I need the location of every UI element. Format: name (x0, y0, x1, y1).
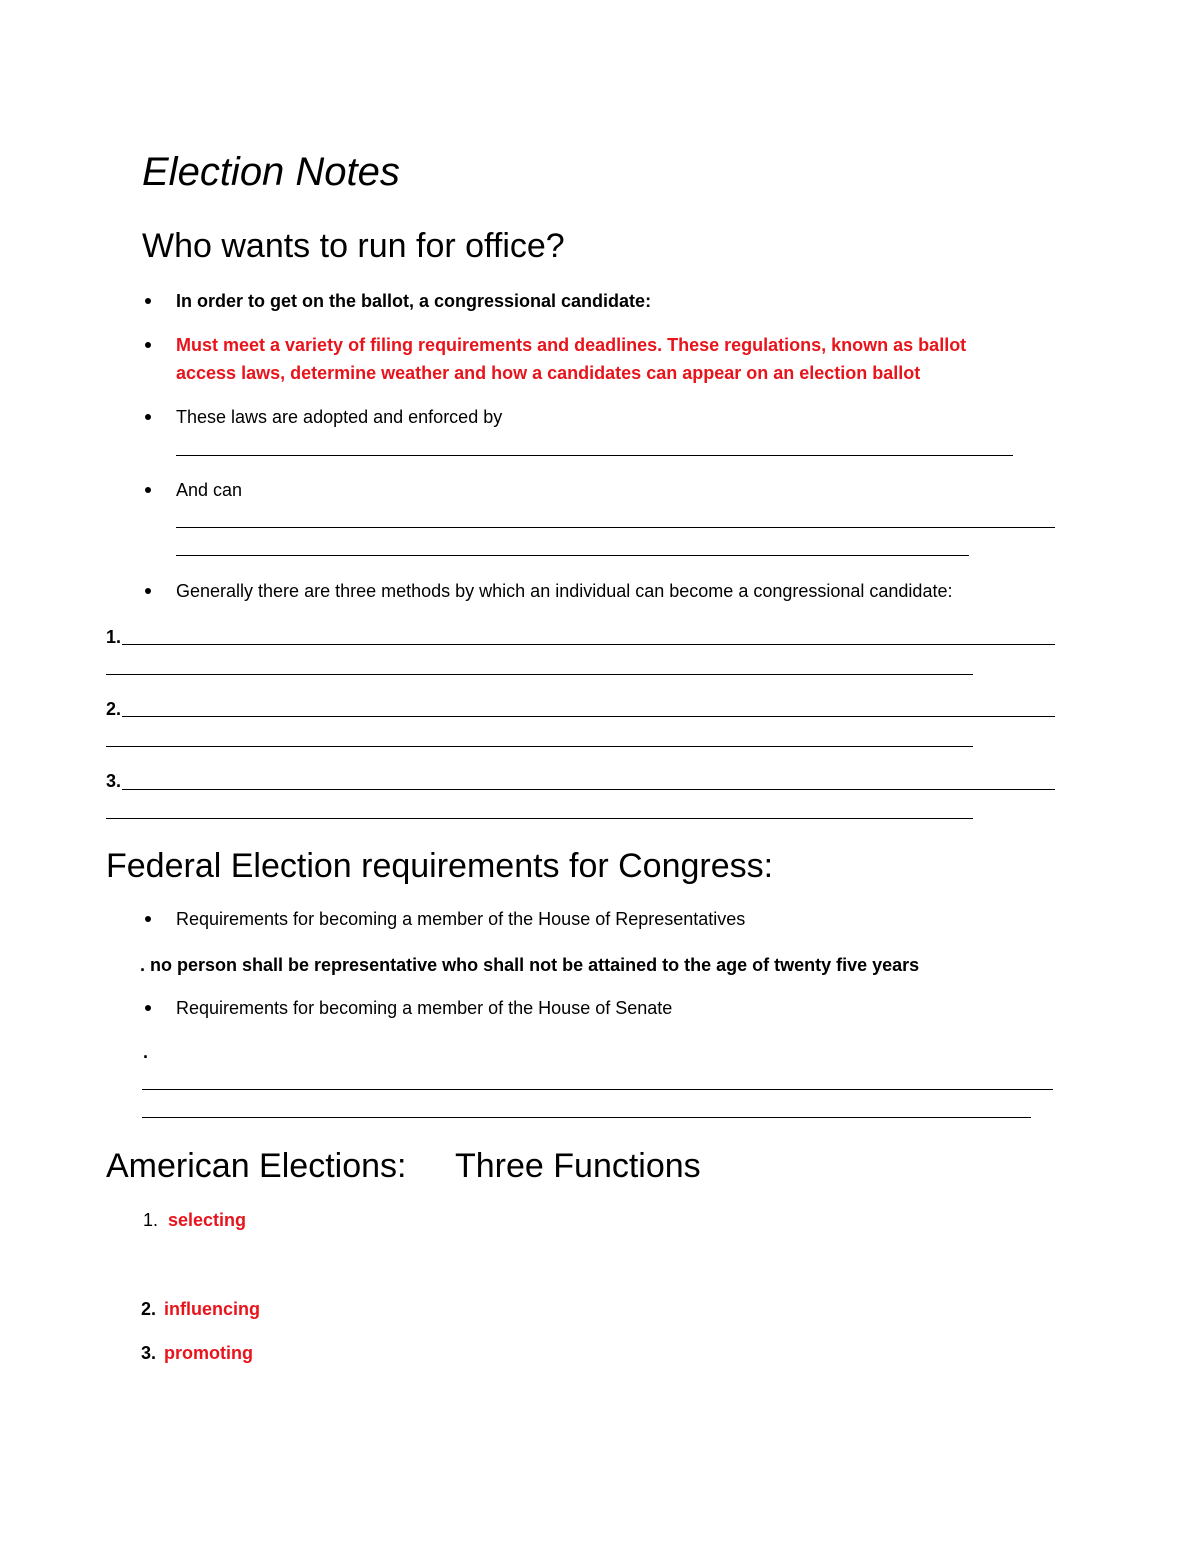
function-promoting: promoting (164, 1343, 253, 1363)
bullet-filing-requirements-line2: access laws, determine weather and how a candidates can appear on an election ballot (176, 363, 921, 383)
section-heading-federal-requirements: Federal Election requirements for Congress: (106, 847, 774, 885)
bullet-icon (145, 588, 151, 594)
answer-blank-line[interactable] (106, 674, 973, 675)
answer-blank-line[interactable] (122, 716, 1055, 717)
bullet-icon (145, 487, 151, 493)
answer-blank-line[interactable] (176, 527, 1055, 528)
answer-blank-line[interactable] (122, 789, 1055, 790)
method-number-1: 1. (106, 627, 122, 647)
bullet-icon (145, 298, 151, 304)
section-heading-run-for-office: Who wants to run for office? (142, 227, 565, 265)
section-heading-three-functions: Three Functions (455, 1147, 701, 1185)
bullet-icon (145, 342, 151, 348)
answer-blank-line[interactable] (106, 818, 973, 819)
function-number-1: 1. (143, 1210, 159, 1230)
answer-blank-line[interactable] (142, 1117, 1031, 1118)
answer-blank-line[interactable] (106, 746, 973, 747)
bullet-laws-adopted: These laws are adopted and enforced by (176, 407, 503, 427)
answer-blank-line[interactable] (176, 555, 969, 556)
answer-blank-line[interactable] (122, 644, 1055, 645)
bullet-senate-requirements: Requirements for becoming a member of the House of Senate (176, 998, 673, 1018)
bullet-house-requirements: Requirements for becoming a member of the House of Representatives (176, 909, 746, 929)
bullet-icon (145, 414, 151, 420)
function-number-2: 2. (141, 1299, 157, 1319)
bullet-filing-requirements-line1: Must meet a variety of filing requirements and deadlines. These regulations, known as ballot (176, 335, 967, 355)
bullet-icon (145, 916, 151, 922)
function-influencing: influencing (164, 1299, 260, 1319)
senate-answer-dot: . (143, 1042, 149, 1062)
bullet-ballot-requirement: In order to get on the ballot, a congressional candidate: (176, 291, 652, 311)
function-number-3: 3. (141, 1343, 157, 1363)
bullet-and-can: And can (176, 480, 243, 500)
method-number-3: 3. (106, 771, 122, 791)
answer-blank-line[interactable] (142, 1089, 1053, 1090)
bullet-icon (145, 1005, 151, 1011)
page-title: Election Notes (142, 150, 400, 194)
section-heading-american-elections: American Elections: (106, 1147, 407, 1185)
bullet-three-methods: Generally there are three methods by which an individual can become a congressional candidate: (176, 581, 953, 601)
house-age-requirement: . no person shall be representative who shall not be attained to the age of twenty five years (140, 955, 920, 975)
function-selecting: selecting (168, 1210, 247, 1230)
answer-blank-line[interactable] (176, 455, 1013, 456)
method-number-2: 2. (106, 699, 122, 719)
